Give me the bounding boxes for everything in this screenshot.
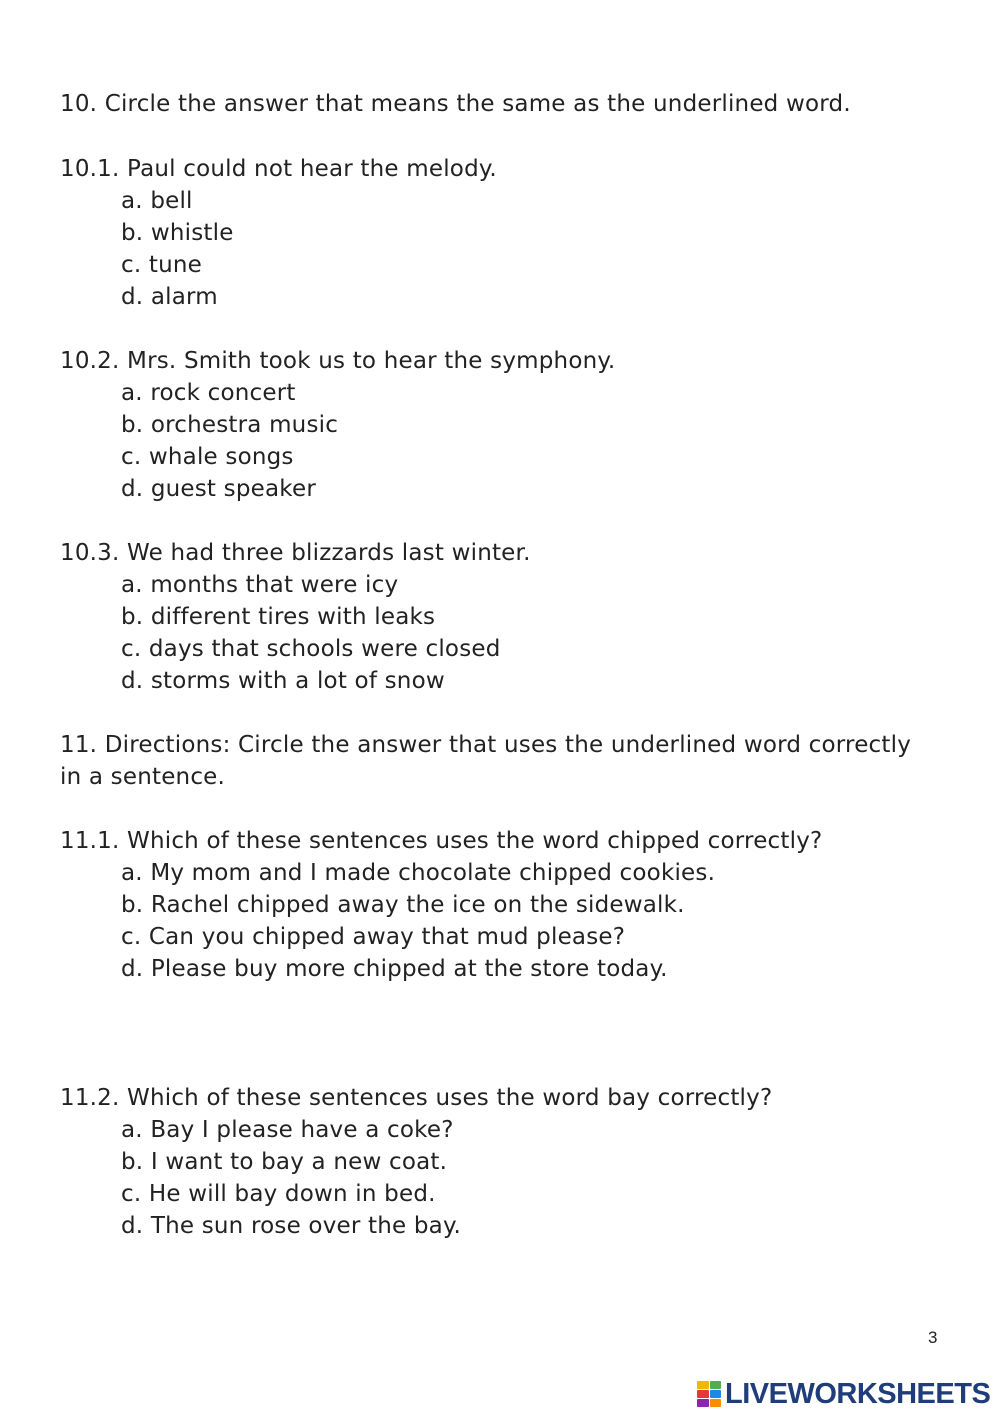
logo-block-1 <box>697 1381 709 1389</box>
logo-block-2 <box>710 1381 722 1389</box>
option-10-1-b[interactable]: b. whistle <box>121 220 234 246</box>
logo-block-4 <box>710 1390 722 1398</box>
option-10-1-a[interactable]: a. bell <box>121 188 193 214</box>
option-10-2-c[interactable]: c. whale songs <box>121 444 294 470</box>
option-10-3-a[interactable]: a. months that were icy <box>121 572 399 598</box>
option-10-3-d[interactable]: d. storms with a lot of snow <box>121 668 445 694</box>
question-10-2-prompt: 10.2. Mrs. Smith took us to hear the symphony. <box>60 348 616 374</box>
option-10-2-a[interactable]: a. rock concert <box>121 380 296 406</box>
option-11-1-a[interactable]: a. My mom and I made chocolate chipped cookies. <box>121 860 716 886</box>
option-10-2-b[interactable]: b. orchestra music <box>121 412 339 438</box>
logo-block-5 <box>697 1399 709 1407</box>
question-11-2-prompt: 11.2. Which of these sentences uses the word bay correctly? <box>60 1085 773 1111</box>
question-11-heading-line-1: 11. Directions: Circle the answer that uses the underlined word correctly <box>60 732 912 758</box>
option-11-1-b[interactable]: b. Rachel chipped away the ice on the sidewalk. <box>121 892 685 918</box>
page-number: 3 <box>928 1328 938 1347</box>
option-11-2-c[interactable]: c. He will bay down in bed. <box>121 1181 436 1207</box>
liveworksheets-logo-text: LIVEWORKSHEETS <box>725 1377 991 1410</box>
option-11-1-c[interactable]: c. Can you chipped away that mud please? <box>121 924 626 950</box>
question-11-1-prompt: 11.1. Which of these sentences uses the word chipped correctly? <box>60 828 823 854</box>
option-10-1-d[interactable]: d. alarm <box>121 284 218 310</box>
option-11-2-b[interactable]: b. I want to bay a new coat. <box>121 1149 448 1175</box>
option-11-2-a[interactable]: a. Bay I please have a coke? <box>121 1117 454 1143</box>
question-10-1-prompt: 10.1. Paul could not hear the melody. <box>60 156 497 182</box>
option-10-2-d[interactable]: d. guest speaker <box>121 476 316 502</box>
question-10-3-prompt: 10.3. We had three blizzards last winter. <box>60 540 531 566</box>
logo-block-6 <box>710 1399 722 1407</box>
option-10-3-c[interactable]: c. days that schools were closed <box>121 636 501 662</box>
logo-block-3 <box>697 1390 709 1398</box>
option-11-2-d[interactable]: d. The sun rose over the bay. <box>121 1213 462 1239</box>
question-10-heading: 10. Circle the answer that means the same as the underlined word. <box>60 91 851 117</box>
option-11-1-d[interactable]: d. Please buy more chipped at the store today. <box>121 956 668 982</box>
option-10-1-c[interactable]: c. tune <box>121 252 202 278</box>
liveworksheets-logo-icon <box>697 1381 721 1407</box>
liveworksheets-logo <box>697 1377 990 1411</box>
question-11-heading-line-2: in a sentence. <box>60 764 226 790</box>
option-10-3-b[interactable]: b. different tires with leaks <box>121 604 436 630</box>
